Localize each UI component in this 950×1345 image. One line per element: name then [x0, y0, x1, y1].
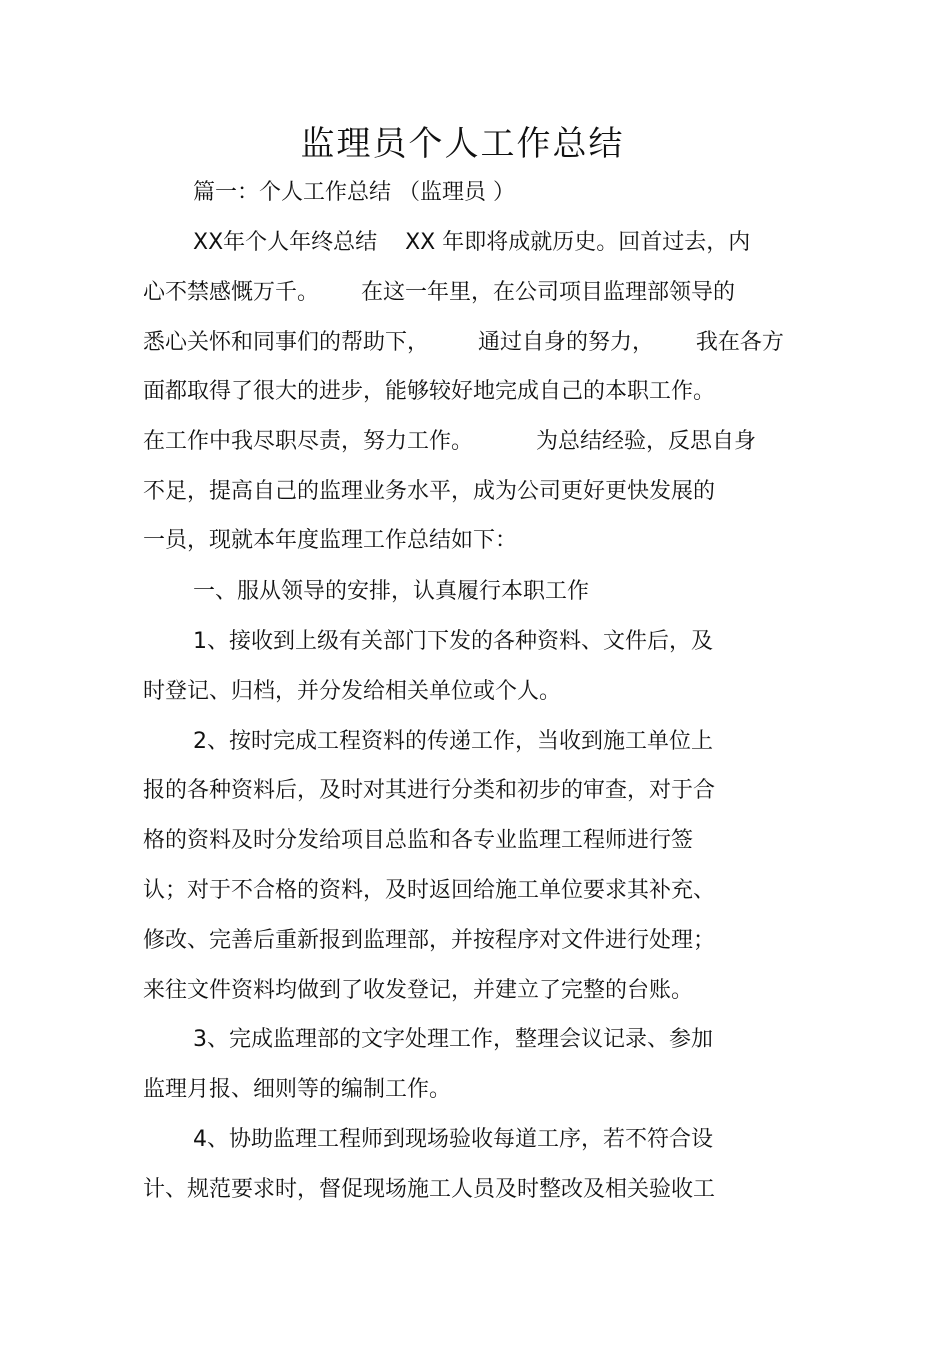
paragraph-line: 修改、完善后重新报到监理部，并按程序对文件进行处理；	[143, 928, 716, 953]
paragraph-line: 时登记、归档，并分发给相关单位或个人。	[143, 679, 562, 704]
paragraph-line: 格的资料及时分发给项目总监和各专业监理工程师进行签	[143, 828, 694, 853]
section-heading: 一、服从领导的安排，认真履行本职工作	[193, 579, 590, 604]
paragraph-line: 4、协助监理工程师到现场验收每道工序，若不符合设	[193, 1127, 713, 1152]
paragraph-line: 2、按时完成工程资料的传递工作，当收到施工单位上	[193, 729, 713, 754]
document-subtitle: 篇一：个人工作总结 （监理员 ）	[193, 180, 515, 205]
paragraph-line: 在工作中我尽职尽责，努力工作。 为总结经验，反思自身	[143, 429, 756, 454]
paragraph-line: 3、完成监理部的文字处理工作，整理会议记录、参加	[193, 1027, 713, 1052]
paragraph-line: 报的各种资料后，及时对其进行分类和初步的审查，对于合	[143, 778, 716, 803]
paragraph-line: 悉心关怀和同事们的帮助下， 通过自身的努力， 我在各方	[143, 330, 784, 355]
paragraph-line: 一员，现就本年度监理工作总结如下：	[143, 528, 518, 553]
paragraph-line: 面都取得了很大的进步，能够较好地完成自己的本职工作。	[143, 379, 716, 404]
paragraph-line: 来往文件资料均做到了收发登记，并建立了完整的台账。	[143, 978, 694, 1003]
document-title: 监理员个人工作总结	[300, 124, 625, 164]
paragraph-line: 监理月报、细则等的编制工作。	[143, 1077, 452, 1102]
paragraph-line: 1、接收到上级有关部门下发的各种资料、文件后，及	[193, 629, 713, 654]
paragraph-line: 心不禁感慨万千。 在这一年里，在公司项目监理部领导的	[143, 280, 735, 305]
paragraph-line: 计、规范要求时，督促现场施工人员及时整改及相关验收工	[143, 1177, 716, 1202]
paragraph-line: XX年个人年终总结 XX 年即将成就历史。回首过去，内	[193, 230, 751, 255]
paragraph-line: 不足，提高自己的监理业务水平，成为公司更好更快发展的	[143, 479, 716, 504]
paragraph-line: 认；对于不合格的资料，及时返回给施工单位要求其补充、	[143, 878, 716, 903]
